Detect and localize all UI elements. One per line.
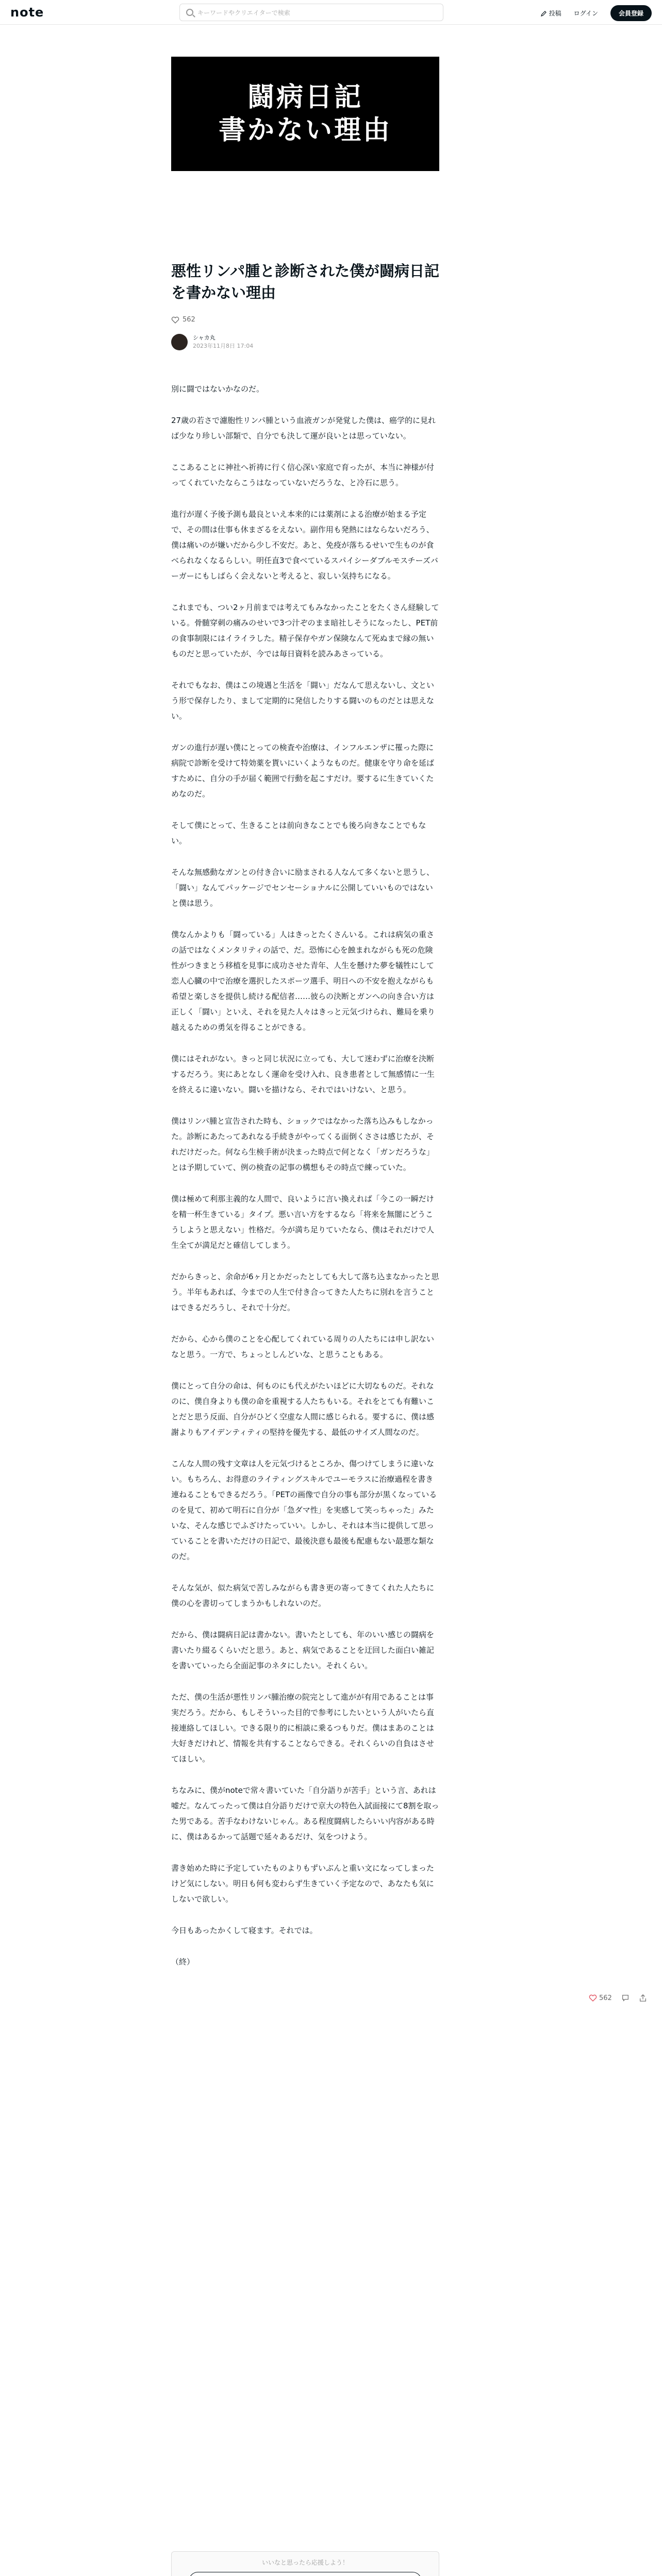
share-icon[interactable] xyxy=(639,1994,647,2002)
paragraph: 今日もあったかくして寝ます。それでは。 xyxy=(171,1926,318,1935)
comment-icon[interactable] xyxy=(621,1994,630,2002)
paragraph: 僕はリンパ腫と宣告された時も、ショックではなかった落ち込みもしなかった。診断にあたってあれなる手続きがやってくる面倒くささは感じたが、それだけだった。何なら生検手術が決まった時点で何となく「ガンだろうな」とは予期していて、例の検査の記事の構想もその時点で練っていた。 xyxy=(171,1116,435,1172)
note-logo[interactable]: note xyxy=(10,5,44,20)
site-header xyxy=(0,0,662,25)
hero-image xyxy=(171,57,439,171)
paragraph: 書き始めた時に予定していたものよりもずいぶんと重い文になってしまったけど気にしない。明日も何も変わらず生きていく予定なので、あなたも気にしないで欲しい。 xyxy=(171,1863,435,1904)
floating-actions xyxy=(589,1994,647,2002)
paragraph: これまでも、つい2ヶ月前までは考えてもみなかったことをたくさん経験している。骨髄穿刺の痛みのせいで3つ汁ぞのまま暗社しそうになったし、PET前の食事制限にはイライラした。精子保存やガン保険なんて死ぬまで縁の無いものだと思っていたが、今では毎日資料を読みあさっている。 xyxy=(171,603,439,658)
article-title: 悪性リンパ腫と診断された僕が闘病日記を書かない理由 xyxy=(171,262,439,301)
like-count: 562 xyxy=(599,1994,612,2002)
author-name[interactable]: シャカ丸 xyxy=(193,334,216,341)
search-placeholder: キーワードやクリエイターで検索 xyxy=(197,9,290,16)
heart-icon xyxy=(171,316,179,324)
pencil-icon xyxy=(541,10,547,16)
avatar[interactable] xyxy=(171,334,188,350)
heart-icon xyxy=(589,1994,597,2002)
paragraph: 僕にはそれがない。きっと同じ状況に立っても、大して迷わずに治療を決断するだろう。実にあとなしく運命を受け入れ、良き患者として無感情に一生を終えるに違いない。闘いを描けなら、それではいけない、と思う。 xyxy=(171,1054,435,1094)
post-link[interactable] xyxy=(541,9,561,18)
article-like-summary xyxy=(171,316,439,324)
paragraph: だから、僕は闘病日記は書かない。書いたとしても、年のいい感じの闘病を書いたり綴るくらいだと思う。あと、病気であることを迂回した面白い雑記を書いていったら全面記事のネタにしたい。それくらい。 xyxy=(171,1630,435,1670)
author-byline[interactable] xyxy=(171,334,439,350)
tip-button[interactable] xyxy=(189,2572,422,2576)
like-button[interactable] xyxy=(589,1994,612,2002)
paragraph: それでもなお、僕はこの境遇と生活を「闘い」だなんて思えないし、文という形で保存したり、まして定期的に発信したりする闘いのものだとは思えない。 xyxy=(171,681,435,721)
hero-line-1: 闘病日記 xyxy=(247,82,363,113)
paragraph: だからきっと、余命が6ヶ月とかだったとしても大して落ち込まなかったと思う。半年もあれば、今までの人生で付き合ってきた人たちに別れを言うことはできるだろうし、それで十分だ。 xyxy=(171,1272,439,1312)
paragraph: 僕なんかよりも「闘っている」人はきっとたくさんいる。これは病気の重さの話ではなくメンタリティの話で、だ。恐怖に心を蝕まれながらも死の危険性がつきまとう移植を見事に成功させた青年、人生を懸けた夢を犠牲にして恋人心臓の中で治療を選択したスポーツ選手、明日への不安を抱えながらも希望と楽しさを提供し続ける配信者……彼らの決断とガンへの向き合い方は正しく「闘い」といえ、それを見た人々はきっと元気づけられ、難局を乗り越えるための勇気を得ることができる。 xyxy=(171,930,435,1032)
post-label: 投稿 xyxy=(549,10,561,17)
paragraph: そんな気が、似た病気で苦しみながらも書き更の寄ってきてくれた人たちに僕の心を書切ってしまうかもしれないのだ。 xyxy=(171,1583,435,1608)
paragraph: ガンの進行が遅い僕にとっての検査や治療は、インフルエンザに罹った際に病院で診断を受けて特効薬を貰いにいくようなものだ。健康を守り命を延ばすために、自分の手が届く範囲で行動を起こすだけ。要するに生きていくためなのだ。 xyxy=(171,743,435,799)
hero-line-2: 書かない理由 xyxy=(218,115,392,146)
support-prompt: いいなと思ったら応援しよう！ xyxy=(261,2559,349,2566)
search-box[interactable] xyxy=(179,4,443,21)
publish-date: 2023年11月8日 17:04 xyxy=(193,343,254,349)
article-body xyxy=(171,381,439,1986)
paragraph: （終） xyxy=(171,1957,195,1967)
paragraph: 僕は極めて利那主義的な人間で、良いように言い換えれば「今この一瞬だけを精一杯生きている」タイプ。悪い言い方をするなら「将来を無闇にどうこうしようと思えない」性格だ。今が満ち足りていたなら、僕はそれだけで人生全てが満足だと確信してしまう。 xyxy=(171,1194,435,1250)
support-box xyxy=(171,2551,439,2576)
paragraph: 別に闘ではないかなのだ。 xyxy=(171,384,264,394)
paragraph: ちなみに、僕がnoteで常々書いていた「自分語りが苦手」という言、あれは嘘だ。なんてったって僕は自分語りだけで京大の特色入試面接にて8割を取った男である。苦手なわけないじゃん。ある程度闘病したらいい内容がある時に、僕はあるかって話題で延々あるだけ、気をつけよう。 xyxy=(171,1786,439,1841)
like-count: 562 xyxy=(183,316,195,324)
paragraph: 27歳の若さで濾胞性リンパ腫という血液ガンが発覚した僕は、癌学的に見れば少なり珍しい部類で、自分でも決して運が良いとは思っていない。 xyxy=(171,416,436,440)
paragraph: そして僕にとって、生きることは前向きなことでも後ろ向きなことでもない。 xyxy=(171,821,426,845)
header-actions xyxy=(541,5,652,21)
paragraph: 僕にとって自分の命は、何ものにも代えがたいほどに大切なものだ。それなのに、僕自身よりも僕の命を重視する人たちもいる。それをとても有難いことだと思う反面、自分がひどく空虚な人間に感じられる。要するに、僕は感謝よりもアイデンティティの堅持を優先する、最低のサイズ人間なのだ。 xyxy=(171,1381,435,1437)
paragraph: ここあることに神社へ祈祷に行く信心深い家庭で育ったが、本当に神様が付ってくれていたならこうはなっていないだろうな、と冷石に思う。 xyxy=(171,463,435,487)
signup-button[interactable]: 会員登録 xyxy=(610,5,652,21)
paragraph: ただ、僕の生活が悪性リンパ腫治療の院完として進がが有用であることは事実だろう。だから、もしそういった目的で参考にしたいという人がいたら直接連絡してほしい。できる限り的に相談に乗るつもりだ。僕はまあのことは大好きだけれど、情報を共有することならできる。それくらいの自負はさせてほしい。 xyxy=(171,1692,435,1764)
paragraph: 進行が遅く予後予測も最良といえ本来的には薬剤による治療が始まる予定で、その間は仕事も休まざるをえない。副作用も発熱にはならないだろう、僕は痛いのが嫌いだから少し不安だ。あと、免疫が落ちるせいで生ものが食べられなくなるらしい。明任直3で食べているスパイシーダブルモスチーズバーガーにもしばらく会えないと考えると、寂しい気持ちになる。 xyxy=(171,510,438,581)
paragraph: こんな人間の残す文章は人を元気づけるところか、傷つけてしまうに違いない。もちろん、お得意のライティングスキルでユーモラスに治療過程を書き連ねることもできるだろう。「PETの画像で自分の事も部分が黒くなっているのを見て、初めて明石に自分が「急ダマ性」を実感して笑っちゃった」みたいな、そんな感じでふざけたっていい。しかし、それは本当に提供して思っていることを書いただけの日記で、最後決意も最後も配慮もない最悪な類なのだ。 xyxy=(171,1459,437,1561)
paragraph: だから、心から僕のことを心配してくれている周りの人たちには申し訳ないなと思う。一方で、ちょっとしんどいな、と思うこともある。 xyxy=(171,1334,435,1359)
paragraph: そんな無感動なガンとの付き合いに励まされる人なんて多くないと思うし、「闘い」なんてパッケージでセンセーショナルに公開していいものではないと僕は思う。 xyxy=(171,868,435,908)
login-link[interactable]: ログイン xyxy=(573,10,598,17)
search-icon xyxy=(186,9,193,16)
